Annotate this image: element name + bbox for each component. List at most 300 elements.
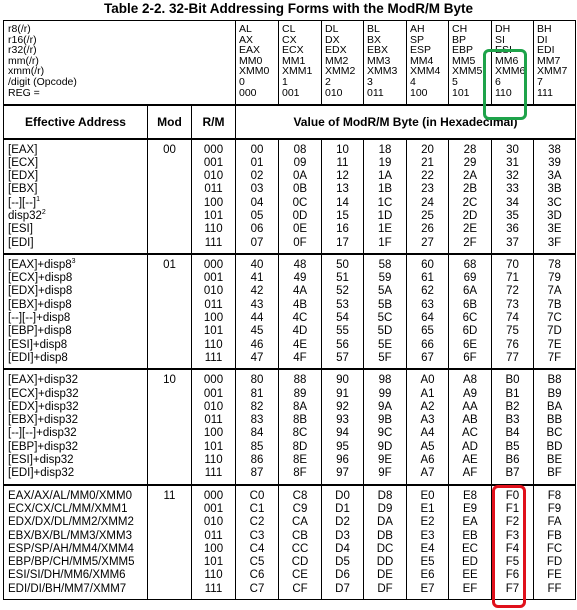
effective-address-text: EDX/DX/DL/MM2/XMM2 (8, 516, 134, 529)
effective-address (8, 569, 147, 582)
modrm-hex-value: 8F (293, 467, 307, 480)
modrm-hex-value: 43 (250, 298, 264, 311)
modrm-hex-value: 6D (462, 325, 478, 338)
modrm-hex-value: 03 (250, 183, 264, 196)
value-column-cell (407, 485, 449, 600)
modrm-hex-value: 91 (336, 387, 349, 400)
modrm-hex-value: 5A (377, 285, 393, 298)
rm-value: 000 (203, 258, 224, 271)
value-column-cell (492, 139, 534, 254)
effective-address (8, 352, 147, 365)
modrm-hex-value: 93 (336, 414, 349, 427)
modrm-hex-value: 8B (292, 414, 308, 427)
reg-value: 101 (452, 86, 470, 99)
value-column-cell (279, 139, 322, 254)
effective-address-text: [ECX]+disp32 (8, 387, 79, 400)
modrm-hex-value: FC (546, 542, 563, 555)
modrm-hex-value: EE (462, 569, 478, 582)
modrm-hex-value: 82 (250, 400, 264, 413)
modrm-hex-value: C7 (249, 582, 265, 595)
rm-value: 010 (203, 516, 224, 529)
effective-address-text: [EDX]+disp8 (8, 285, 73, 298)
modrm-hex-value: 2D (462, 209, 478, 222)
rm-value: 001 (203, 156, 224, 169)
modrm-hex-value: 6F (463, 351, 477, 364)
modrm-hex-value: 99 (378, 387, 392, 400)
modrm-hex-value: 2E (462, 223, 478, 236)
modrm-hex-value: C0 (249, 489, 265, 502)
modrm-hex-value: D8 (377, 489, 393, 502)
effective-address-text: [EDI]+disp32 (8, 467, 75, 480)
effective-address (8, 170, 147, 183)
modrm-hex-value: 5E (377, 338, 393, 351)
effective-address (8, 223, 147, 236)
modrm-hex-value: FD (546, 556, 563, 569)
effective-address (8, 272, 147, 285)
modrm-hex-value: 26 (421, 223, 434, 236)
mod-cell (148, 139, 192, 254)
modrm-hex-value: CD (291, 556, 309, 569)
modrm-hex-value: A1 (420, 387, 435, 400)
modrm-hex-value: DA (377, 516, 393, 529)
effective-address-text: [--][--]+disp8 (8, 312, 71, 325)
modrm-hex-value: D0 (335, 489, 350, 502)
modrm-hex-value: 8D (292, 440, 308, 453)
value-column-cell (322, 369, 364, 484)
value-column-cell (364, 485, 407, 600)
value-header: Value of ModR/M Byte (in Hexadecimal) (236, 105, 576, 139)
mod-value: 10 (163, 374, 176, 387)
modrm-hex-value: F9 (547, 502, 562, 515)
value-column-cell (279, 485, 322, 600)
modrm-hex-value: 84 (250, 427, 264, 440)
modrm-hex-value: 76 (506, 338, 519, 351)
modrm-hex-value: 10 (336, 143, 349, 156)
modrm-hex-value: 0B (292, 183, 308, 196)
reg-labels-cell (4, 21, 236, 105)
reg-value: 011 (367, 86, 384, 99)
effective-address (8, 325, 147, 338)
modrm-hex-value: E9 (462, 502, 478, 515)
table-title: Table 2-2. 32-Bit Addressing Forms with the ModR/M Byte (103, 1, 474, 16)
modrm-hex-value: F7 (505, 582, 520, 595)
modrm-hex-value: CA (292, 516, 308, 529)
modrm-hex-value: 98 (378, 374, 392, 387)
modrm-hex-value: 77 (506, 351, 519, 364)
modrm-hex-value: F3 (505, 529, 520, 542)
footnote-marker: 2 (41, 209, 46, 217)
modrm-hex-value: EC (462, 542, 478, 555)
mod-value: 11 (163, 489, 176, 502)
modrm-hex-value: 90 (336, 374, 349, 387)
modrm-hex-value: E3 (420, 529, 435, 542)
rm-value: 110 (204, 569, 223, 582)
modrm-hex-value: D4 (335, 542, 350, 555)
rm-value: 111 (204, 467, 223, 480)
reg-value: DX (325, 33, 340, 46)
modrm-hex-value: 08 (293, 143, 307, 156)
modrm-hex-value: D1 (335, 502, 350, 515)
modrm-hex-value: 07 (250, 236, 264, 249)
effective-address-text: [--][--]+disp32 (8, 427, 77, 440)
modrm-hex-value: A4 (420, 427, 435, 440)
reg-value: AX (239, 33, 254, 46)
modrm-hex-value: 52 (336, 285, 349, 298)
value-column-cell (492, 254, 534, 369)
modrm-hex-value: 5F (378, 351, 392, 364)
modrm-hex-value: F5 (505, 556, 520, 569)
reg-value: 1 (282, 75, 288, 88)
effective-address-cell (4, 485, 148, 600)
reg-value: XMM2 (325, 65, 356, 78)
rm-value: 001 (203, 272, 224, 285)
modrm-hex-value: D9 (377, 502, 393, 515)
modrm-hex-value: A5 (420, 440, 435, 453)
modrm-hex-value: 46 (250, 338, 264, 351)
modrm-hex-value: E4 (420, 542, 435, 555)
reg-value: 010 (325, 86, 343, 99)
effective-address (8, 285, 147, 298)
modrm-hex-value: 45 (250, 325, 264, 338)
modrm-hex-value: E7 (420, 582, 435, 595)
value-column-cell (407, 139, 449, 254)
rm-value: 101 (203, 556, 224, 569)
modrm-hex-value: 61 (421, 272, 434, 285)
modrm-hex-value: 30 (506, 143, 519, 156)
modrm-hex-value: 64 (421, 312, 434, 325)
modrm-hex-value: 0D (292, 209, 308, 222)
rm-value: 000 (203, 374, 224, 387)
reg-label: REG = (8, 86, 40, 99)
modrm-hex-value: 0C (292, 196, 308, 209)
rm-value: 100 (203, 312, 224, 325)
modrm-hex-value: 54 (336, 312, 349, 325)
mod-group-row (4, 485, 576, 600)
modrm-hex-value: DD (376, 556, 394, 569)
modrm-hex-value: 85 (250, 440, 264, 453)
modrm-hex-value: 44 (250, 312, 264, 325)
modrm-hex-value: 88 (293, 374, 307, 387)
modrm-hex-value: C6 (249, 569, 265, 582)
effective-address-text: EDI/DI/BH/MM7/XMM7 (8, 582, 127, 595)
modrm-hex-value: D5 (335, 556, 350, 569)
reg-value: AL (239, 23, 252, 35)
modrm-hex-value: 4A (292, 285, 308, 298)
modrm-hex-value: 69 (463, 272, 477, 285)
modrm-hex-value: 6B (462, 298, 478, 311)
modrm-hex-value: A0 (420, 374, 435, 387)
modrm-hex-value: 1F (378, 236, 392, 249)
effective-address (8, 467, 147, 480)
modrm-hex-value: 21 (421, 156, 434, 169)
modrm-hex-value: 9D (377, 440, 393, 453)
reg-value: EAX (239, 44, 261, 57)
reg-value: XMM5 (452, 65, 483, 78)
modrm-hex-value: CC (291, 542, 309, 555)
modrm-hex-value: BE (546, 454, 563, 467)
modrm-hex-value: 40 (250, 258, 264, 271)
effective-address-cell (4, 139, 148, 254)
value-column-cell (534, 369, 576, 484)
modrm-hex-value: 19 (378, 156, 392, 169)
value-column-cell (534, 485, 576, 600)
modrm-hex-value: 13 (336, 183, 349, 196)
modrm-hex-value: 74 (506, 312, 519, 325)
effective-address (8, 197, 147, 210)
modrm-hex-value: 14 (336, 196, 349, 209)
effective-address (8, 237, 147, 250)
reg-column-1 (279, 21, 322, 105)
modrm-hex-value: 00 (250, 143, 264, 156)
reg-column-7 (534, 21, 576, 105)
modrm-hex-value: 1D (377, 209, 393, 222)
modrm-hex-value: D2 (335, 516, 350, 529)
modrm-hex-value: 18 (378, 143, 392, 156)
modrm-hex-value: 5D (377, 325, 393, 338)
effective-address-text: [EDX] (8, 170, 39, 183)
value-column-cell (364, 254, 407, 369)
modrm-hex-value: C8 (292, 489, 308, 502)
effective-address (8, 583, 147, 596)
reg-value: BH (537, 23, 552, 35)
modrm-hex-value: 0E (292, 223, 308, 236)
effective-address-text: [EAX]+disp8 (8, 258, 72, 271)
modrm-hex-value: 0F (293, 236, 307, 249)
reg-value: ESP (410, 44, 432, 57)
effective-address (8, 516, 147, 529)
effective-address-text: EBX/BX/BL/MM3/XMM3 (8, 529, 132, 542)
reg-value: 0 (239, 75, 245, 88)
modrm-hex-value: C2 (249, 516, 265, 529)
value-column-cell (449, 139, 492, 254)
modrm-hex-value: B4 (505, 427, 520, 440)
modrm-hex-value: A8 (462, 374, 478, 387)
modrm-hex-value: BC (546, 427, 563, 440)
modrm-hex-value: 12 (336, 170, 349, 183)
reg-value: MM3 (367, 54, 391, 67)
reg-value: CX (282, 33, 297, 46)
green-highlight-box (483, 49, 527, 120)
modrm-hex-value: 3E (547, 223, 562, 236)
value-column-cell (236, 369, 279, 484)
modrm-hex-value: EB (462, 529, 478, 542)
value-column-cell (449, 254, 492, 369)
value-column-cell (534, 254, 576, 369)
modrm-hex-value: 9B (377, 414, 393, 427)
modrm-hex-value: DF (377, 582, 393, 595)
modrm-hex-value: 0A (292, 170, 308, 183)
effective-address-text: [EBX] (8, 183, 38, 196)
mod-group-row (4, 139, 576, 254)
modrm-hex-value: 7F (547, 351, 562, 364)
rm-value: 011 (204, 298, 223, 311)
modrm-hex-value: 25 (421, 209, 434, 222)
modrm-hex-value: F6 (505, 569, 520, 582)
modrm-hex-value: 59 (378, 272, 392, 285)
reg-value: EDI (537, 44, 555, 57)
modrm-hex-value: 39 (548, 156, 561, 169)
modrm-hex-value: B8 (547, 374, 562, 387)
effective-address-text: [EAX] (8, 143, 38, 156)
modrm-hex-value: 7D (547, 325, 562, 338)
modrm-hex-value: 23 (421, 183, 434, 196)
reg-value: 110 (495, 86, 512, 99)
rm-value: 000 (203, 143, 224, 156)
rm-value: 011 (204, 529, 223, 542)
reg-label: /digit (Opcode) (8, 75, 77, 88)
modrm-hex-value: 41 (250, 272, 264, 285)
reg-value: DH (495, 23, 511, 35)
modrm-hex-value: 4C (292, 312, 308, 325)
modrm-hex-value: E5 (420, 556, 435, 569)
effective-address-text: [EAX]+disp32 (8, 374, 79, 387)
modrm-hex-value: C1 (249, 502, 265, 515)
effective-address-text: [ESI] (8, 223, 33, 236)
reg-value: BL (367, 23, 380, 35)
value-column-cell (236, 485, 279, 600)
reg-label: mm(/r) (8, 54, 39, 67)
modrm-hex-value: 87 (250, 467, 264, 480)
rm-value: 010 (203, 170, 224, 183)
value-column-cell (322, 485, 364, 600)
modrm-hex-value: D7 (335, 582, 350, 595)
modrm-hex-value: A2 (420, 400, 435, 413)
reg-value: ESI (495, 44, 512, 57)
modrm-hex-value: 5C (377, 312, 393, 325)
modrm-hex-value: FA (547, 516, 562, 529)
effective-address-text: [EDX]+disp32 (8, 400, 79, 413)
modrm-hex-value: 67 (421, 351, 434, 364)
mod-cell (148, 485, 192, 600)
modrm-hex-value: 57 (336, 351, 349, 364)
modrm-hex-value: 62 (421, 285, 434, 298)
reg-value: MM2 (325, 54, 349, 67)
modrm-hex-value: B9 (547, 387, 562, 400)
effective-address (8, 414, 147, 427)
value-column-cell (236, 254, 279, 369)
effective-address (8, 490, 147, 503)
reg-value: 4 (410, 75, 416, 88)
effective-address (8, 183, 147, 196)
modrm-hex-value: E0 (420, 489, 435, 502)
rm-value: 011 (204, 183, 223, 196)
modrm-hex-value: B2 (505, 400, 520, 413)
footnote-marker: 1 (36, 195, 41, 203)
modrm-hex-value: 71 (506, 272, 519, 285)
rm-value: 001 (203, 387, 224, 400)
modrm-hex-value: 6C (462, 312, 478, 325)
effective-address-text: [EBP]+disp32 (8, 440, 79, 453)
modrm-hex-value: 79 (548, 272, 561, 285)
effective-address-text: EBP/BP/CH/MM5/XMM5 (8, 556, 135, 569)
modrm-hex-value: C3 (249, 529, 265, 542)
modrm-hex-value: 48 (293, 258, 307, 271)
modrm-hex-value: 94 (336, 427, 349, 440)
reg-label: r16(/r) (8, 33, 37, 46)
rm-value: 110 (204, 338, 223, 351)
modrm-hex-value: A6 (420, 454, 435, 467)
value-column-cell (279, 254, 322, 369)
modrm-hex-value: 16 (336, 223, 349, 236)
modrm-hex-value: B5 (505, 440, 520, 453)
modrm-hex-value: 68 (463, 258, 477, 271)
effective-address (8, 339, 147, 352)
modrm-hex-value: B7 (505, 467, 520, 480)
modrm-hex-value: 29 (463, 156, 477, 169)
modrm-hex-value: 5B (377, 298, 393, 311)
value-column-cell (322, 139, 364, 254)
effective-address-cell (4, 254, 148, 369)
reg-value: 3 (367, 75, 373, 88)
modrm-hex-value: 20 (421, 143, 434, 156)
rm-value: 111 (204, 351, 223, 364)
effective-address (8, 530, 147, 543)
modrm-hex-value: 17 (336, 236, 349, 249)
modrm-hex-value: E1 (420, 502, 435, 515)
modrm-hex-value: 2F (463, 236, 477, 249)
modrm-hex-value: A9 (462, 387, 478, 400)
modrm-hex-value: 73 (506, 298, 519, 311)
reg-value: MM7 (537, 54, 561, 67)
reg-value: DL (325, 23, 339, 35)
reg-value: XMM1 (282, 65, 313, 78)
modrm-hex-value: DB (377, 529, 393, 542)
rm-value: 111 (204, 236, 223, 249)
effective-address-text: [EDI]+disp8 (8, 351, 68, 364)
modrm-hex-value: 3F (547, 236, 562, 249)
modrm-hex-value: 2A (462, 170, 478, 183)
modrm-hex-value: 3B (547, 183, 562, 196)
modrm-hex-value: 1A (377, 170, 393, 183)
rm-cell (192, 139, 236, 254)
modrm-hex-value: EA (462, 516, 478, 529)
rm-value: 110 (204, 223, 223, 236)
rm-value: 000 (203, 489, 224, 502)
modrm-hex-value: 27 (421, 236, 434, 249)
reg-column-4 (407, 21, 449, 105)
reg-value: 111 (537, 86, 553, 99)
modrm-hex-value: 01 (250, 156, 264, 169)
modrm-hex-value: 24 (421, 196, 434, 209)
modrm-hex-value: FE (547, 569, 562, 582)
modrm-hex-value: FB (547, 529, 562, 542)
modrm-hex-value: ED (462, 556, 478, 569)
rm-value: 100 (203, 542, 224, 555)
modrm-hex-value: 4F (293, 351, 307, 364)
modrm-hex-value: 9E (377, 454, 393, 467)
modrm-hex-value: 38 (548, 143, 561, 156)
reg-value: EBP (452, 44, 474, 57)
modrm-hex-value: 75 (506, 325, 519, 338)
modrm-hex-value: 4E (292, 338, 308, 351)
modrm-hex-value: 89 (293, 387, 307, 400)
modrm-hex-value: 32 (506, 170, 519, 183)
effective-address (8, 312, 147, 325)
modrm-hex-value: AF (462, 467, 478, 480)
modrm-hex-value: 95 (336, 440, 349, 453)
footnote-marker: 3 (71, 258, 76, 266)
reg-value: BX (367, 33, 382, 46)
modrm-hex-value: 60 (421, 258, 434, 271)
modrm-hex-value: D3 (335, 529, 350, 542)
effective-address (8, 388, 147, 401)
modrm-hex-value: C5 (249, 556, 265, 569)
reg-value: MM4 (410, 54, 434, 67)
effective-address (8, 259, 147, 272)
modrm-hex-value: BA (546, 400, 563, 413)
modrm-hex-value: 72 (506, 285, 519, 298)
modrm-hex-value: 96 (336, 454, 349, 467)
